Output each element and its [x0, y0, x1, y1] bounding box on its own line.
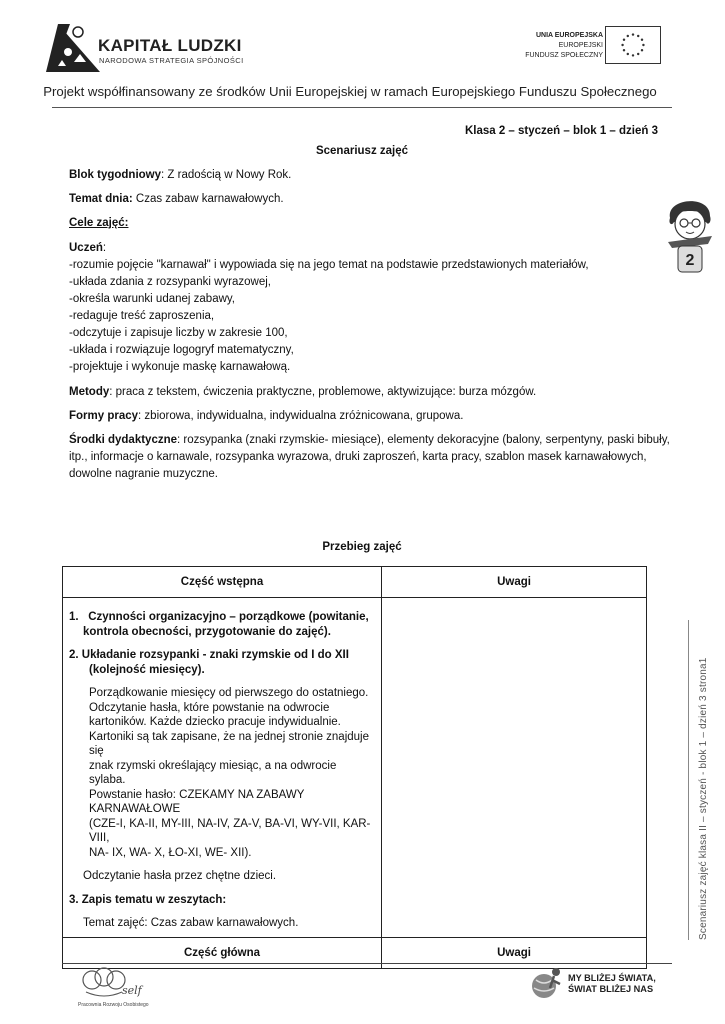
eu-text [525, 31, 603, 61]
metody-value: : praca z tekstem, ćwiczenia praktyczne, problemowe, aktywizujące: burza mózgów. [109, 386, 537, 398]
header-uwagi: Uwagi [382, 567, 647, 598]
list-item: -redaguje treść zaproszenia, [69, 310, 215, 322]
vertical-side-label [688, 620, 711, 940]
list-item: -układa i rozwiązuje logogryf matematyczny, [69, 344, 294, 356]
blok-label: Blok tygodniowy [69, 169, 161, 181]
header-divider [52, 107, 672, 108]
project-funding-line: Projekt współfinansowany ze środków Unii Europejskiej w ramach Europejskiego Funduszu Społecznego [43, 84, 657, 99]
item2-line2: (kolejność miesięcy). [89, 663, 205, 676]
cele-list [69, 240, 589, 376]
metody-line [69, 384, 536, 401]
odczytanie-line: Odczytanie hasła przez chętne dzieci. [83, 870, 277, 882]
content-cell [63, 598, 382, 938]
badge-number: 2 [685, 252, 695, 269]
list-item: -projektuje i wykonuje maskę karnawałową. [69, 361, 291, 373]
para-line: Powstanie hasło: CZEKAMY NA ZABAWY KARNAWAŁOWE [89, 788, 305, 815]
srodki-line1: : rozsypanka (znaki rzymskie- miesiące), elementy dekoracyjne (balony, serpentyny, paski bibuły, [177, 434, 670, 446]
para-line: NA- IX, WA- X, ŁO-XI, WE- XII). [89, 846, 252, 859]
globe-figure-icon [530, 966, 564, 1006]
my-line2: ŚWIAT BLIŻEJ NAS [568, 984, 654, 994]
para-line: Porządkowanie miesięcy od pierwszego do ostatniego. [89, 687, 369, 699]
lesson-plan-table [62, 566, 647, 969]
metody-label: Metody [69, 386, 110, 398]
para-line: kartoników. Każde dziecko pracuje indywidualnie. [89, 716, 341, 728]
header-uwagi-2: Uwagi [382, 937, 647, 968]
formy-value: : zbiorowa, indywidualna, indywidualna zróżnicowana, grupowa. [138, 410, 464, 422]
blok-value: : Z radością w Nowy Rok. [161, 169, 292, 181]
para-line: Odczytanie hasła, które powstanie na odwrocie [89, 701, 330, 714]
para-line: (CZE-I, KA-II, MY-III, NA-IV, ZA-V, BA-VI, WY-VII, KAR-VIII, [89, 817, 371, 844]
logo-subtitle: NARODOWA STRATEGIA SPÓJNOŚCI [99, 56, 244, 65]
header-czesc-wstepna: Część wstępna [63, 567, 382, 598]
temat-label: Temat dnia: [69, 193, 133, 205]
temat-line [69, 191, 284, 208]
uczen-colon: : [102, 242, 107, 254]
my-line1: MY BLIŻEJ ŚWIATA, [568, 973, 656, 983]
eu-line1: UNIA EUROPEJSKA [535, 32, 603, 39]
cele-label: Cele zajęć: [69, 217, 129, 229]
srodki-label: Środki dydaktyczne [69, 434, 178, 446]
srodki-block [69, 432, 670, 483]
blok-line [69, 167, 291, 184]
table-row [63, 598, 647, 938]
item1-line1: Czynności organizacyjno – porządkowe (powitanie, [88, 611, 369, 623]
formy-label: Formy pracy [69, 410, 139, 422]
self-word: self [122, 984, 142, 997]
my-blizej-logo-text [568, 973, 656, 995]
eu-line2: EUROPEJSKI [558, 42, 603, 49]
uczen-label: Uczeń [69, 242, 103, 254]
class-info: Klasa 2 – styczeń – blok 1 – dzień 3 [464, 125, 658, 137]
document-title: Scenariusz zajęć [315, 145, 409, 157]
list-item: -układa zdania z rozsypanki wyrazowej, [69, 276, 271, 288]
item1-line2: kontrola obecności, przygotowanie do zajęć). [83, 625, 331, 638]
self-caption: Pracownia Rozwoju Osobistego [78, 1002, 149, 1008]
item1-number: 1. [69, 611, 79, 623]
table-row [63, 567, 647, 598]
item1 [69, 610, 375, 625]
temat-zajec-line: Temat zajęć: Czas zabaw karnawałowych. [83, 917, 299, 929]
temat-value: Czas zabaw karnawałowych. [132, 193, 284, 205]
list-item: -rozumie pojęcie "karnawał" i wypowiada się na jego temat na podstawie przedstawionych materiałów, [69, 259, 589, 271]
eu-line3: FUNDUSZ SPOŁECZNY [525, 52, 603, 59]
przebieg-title: Przebieg zajęć [322, 541, 402, 553]
list-item: -określa warunki udanej zabawy, [69, 293, 235, 305]
para-line: znak rzymski określający miesiąc, a na odwrocie sylaba. [89, 759, 337, 786]
srodki-line3: dowolne nagranie muzyczne. [69, 468, 218, 480]
uwagi-cell [382, 598, 647, 938]
vertical-text: Scenariusz zajęć klasa II – styczeń - blok 1 – dzień 3 strona1 [698, 657, 709, 940]
footer-divider [62, 963, 672, 964]
formy-line [69, 408, 463, 425]
eu-flag-icon [605, 26, 661, 64]
item2-line1: 2. Układanie rozsypanki - znaki rzymskie od I do XII [69, 649, 349, 661]
para-line: Kartoniki są tak zapisane, że na jednej stronie znajduje się [89, 730, 370, 757]
kapital-ludzki-logo-icon [44, 18, 104, 74]
uczen-line [69, 240, 589, 257]
srodki-line2: itp., informacje o karnawale, rozsypanka wyrazowa, druki zaproszeń, karta pracy, szablon masek karnawałowych, [69, 451, 647, 463]
list-item: -odczytuje i zapisuje liczby w zakresie 100, [69, 327, 288, 339]
logo-title: KAPITAŁ LUDZKI [98, 36, 242, 55]
header-czesc-glowna: Część główna [63, 937, 382, 968]
item3: 3. Zapis tematu w zeszytach: [69, 893, 227, 906]
girl-mascot-icon [664, 192, 716, 276]
